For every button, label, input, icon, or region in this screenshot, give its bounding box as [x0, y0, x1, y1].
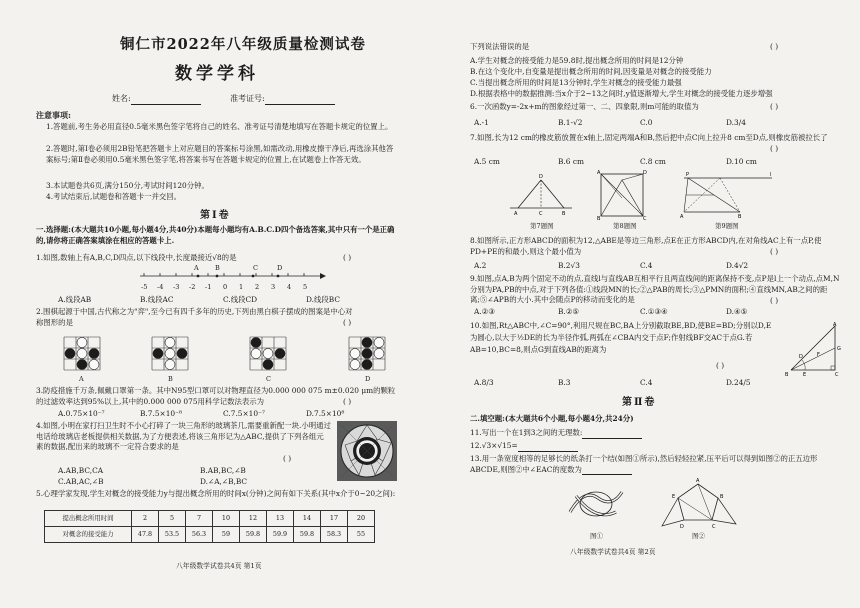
q3-option-c[interactable]: C.7.5×10⁻⁷ [223, 409, 265, 418]
figure-8-square [597, 170, 649, 220]
white-stone [165, 338, 175, 348]
q1-option-a[interactable]: A.线段AB [58, 295, 92, 304]
svg-text:A: A [696, 478, 700, 484]
table-cell: 59.9 [267, 527, 294, 543]
table-cell: 2 [132, 511, 159, 527]
q2-label-b[interactable]: B [168, 375, 173, 383]
tick-label-n2: -2 [189, 283, 196, 291]
svg-text:C: C [539, 211, 543, 217]
q12-text: 12.√3×√15= [470, 441, 518, 450]
q5-option-b[interactable]: B.在这个变化中,自变量是提出概念所用的时间,因变量是对概念的接受能力 [470, 67, 712, 76]
q5-bracket[interactable]: ( ) [770, 42, 779, 51]
svg-text:E: E [672, 494, 676, 500]
q13-stem [470, 454, 840, 475]
q4-option-b[interactable]: B.AB,BC,∠B [200, 466, 246, 475]
black-stone [362, 338, 372, 348]
notice-4: 4.考试结束后,试题卷和答题卡一并交回。 [46, 192, 182, 201]
black-stone [77, 360, 87, 370]
table-cell: 20 [348, 511, 375, 527]
svg-text:E: E [803, 372, 807, 378]
svg-text:B: B [738, 214, 742, 220]
tick-label-2: 2 [255, 283, 260, 291]
white-stone [165, 360, 175, 370]
go-pattern-a [60, 333, 104, 373]
row1-header: 提出概念所用时间 [45, 511, 132, 527]
go-pattern-b [148, 333, 192, 373]
white-stone [165, 349, 175, 359]
q5-data-table [44, 510, 375, 543]
white-stone [251, 349, 261, 359]
tick-label-0: 0 [223, 283, 228, 291]
q5-option-d[interactable]: D.根据表格中的数据推测:当x介于2~13之间时,y值逐渐增大,学生对概念的接受能力逐步增强 [470, 89, 773, 98]
q2-label-d[interactable]: D [365, 375, 371, 383]
table-cell: 53.5 [159, 527, 186, 543]
table-row [45, 511, 375, 527]
q9-option-c[interactable]: C.①③④ [640, 307, 668, 316]
q1-option-c[interactable]: C.线段CD [223, 295, 258, 304]
svg-text:D: D [680, 524, 684, 530]
table-cell: 12 [240, 511, 267, 527]
black-stone [89, 349, 99, 359]
q4-option-d[interactable]: D.∠A,∠B,BC [200, 477, 248, 486]
q10-stem: 10.如图,Rt△ABC中,∠C=90°,利用尺规在BC,BA上分别截取BE,BD,使BE=BD;分别以D,E为圆心,以大于½DE的长为半径作弧,两弧在∠CBA内交于点F;作射线BF交AC于点G.若AB=10,BC=8,则点G到直线AB的距离为 [470, 321, 772, 354]
figure-7-caption: 第7题图 [530, 222, 554, 230]
q7-stem: 7.如图,长为12 cm的橡皮筋放置在x轴上,固定两端A和B,然后把中点C向上拉升8 cm至D点,则橡皮筋被拉长了 [470, 133, 828, 142]
svg-text:C: C [835, 372, 839, 378]
black-stone [251, 338, 261, 348]
q9-option-b[interactable]: B.②⑤ [558, 307, 580, 316]
section-1-title: 第Ⅰ卷 [200, 210, 231, 221]
black-stone [362, 349, 372, 359]
q6-bracket[interactable]: ( ) [770, 102, 779, 111]
q3-option-b[interactable]: B.7.5×10⁻⁸ [140, 409, 182, 418]
q5-tail: 下列说法错误的是 [470, 42, 530, 51]
q4-stem: 4.如图,小明在家打扫卫生时不小心打碎了一块三角形的玻璃茶几,需要重新配一块.小明通过电话给玻璃店老板提供相关数据,为了方便表述,将该三角形记为△ABC,提供了下列各组元素的数据,配出来的玻璃不一定符合要求的是 [36, 421, 331, 452]
q2-label-c[interactable]: C [266, 375, 271, 383]
notice-2: 2.答题时,第Ⅰ卷必须用2B铅笔把答题卡上对应题目的答案标号涂黑,如需改动,用橡皮擦干净后,再选涂其他答案标号;第Ⅱ卷必须用0.5毫米黑色签字笔,将答案书写在答题卡规定的位置上,在试题卷上作答无效。 [46, 144, 394, 164]
figure-9-parallel-lines [680, 168, 776, 218]
black-stone [153, 349, 163, 359]
svg-text:C: C [643, 216, 647, 222]
white-stone [350, 360, 360, 370]
point-c-label: C [253, 264, 258, 272]
q7-option-c[interactable]: C.8 cm [640, 157, 666, 166]
q2-stem: 2.围棋起源于中国,古代称之为"弈",至今已有四千多年的历史,下列由黑白棋子摆成的图案是中心对称图形的是 [36, 307, 353, 327]
q8-option-a[interactable]: A.2 [474, 261, 487, 270]
white-stone [374, 338, 384, 348]
white-stone [374, 349, 384, 359]
number-line [140, 264, 330, 294]
notice-1: 1.答题前,考生务必用直径0.5毫米黑色签字笔将自己的姓名、准考证号清楚地填写在答题卡规定的位置上。 [46, 122, 393, 131]
q11-answer-blank[interactable] [582, 430, 642, 439]
figure-9-caption: 第9题图 [715, 222, 739, 230]
table-cell: 56.3 [186, 527, 213, 543]
table-cell: 47.8 [132, 527, 159, 543]
name-field [112, 93, 201, 105]
svg-text:C: C [712, 524, 716, 530]
tick-label-3: 3 [271, 283, 276, 291]
id-field [230, 93, 335, 105]
white-stone [263, 349, 273, 359]
q2-label-a[interactable]: A [79, 375, 84, 383]
svg-text:F: F [817, 352, 820, 358]
part-2-heading: 二.填空题:(本大题共6个小题,每小题4分,共24分) [470, 414, 634, 423]
page-1-footer: 八年级数学试卷共4页 第1页 [176, 562, 262, 570]
q7-option-d[interactable]: D.10 cm [726, 157, 757, 166]
q8-option-c[interactable]: C.4 [640, 261, 653, 270]
notice-title: 注意事项: [36, 110, 71, 120]
q3-option-d[interactable]: D.7.5×10⁸ [306, 409, 345, 418]
figure-13-1-caption: 图① [590, 532, 603, 540]
q2-bracket[interactable]: ( ) [343, 318, 352, 327]
broken-glass-table-figure [337, 421, 397, 481]
q5-option-c[interactable]: C.当提出概念所用的时间是13分钟时,学生对概念的接受能力最强 [470, 78, 682, 87]
q10-bracket[interactable]: ( ) [716, 361, 725, 370]
table-cell: 55 [348, 527, 375, 543]
page-2 [430, 0, 860, 608]
q9-option-d[interactable]: D.④⑤ [726, 307, 748, 316]
tick-label-5: 5 [303, 283, 308, 291]
q5-option-a[interactable]: A.学生对概念的接受能力是59.8时,提出概念所用的时间是12分钟 [470, 56, 684, 65]
svg-text:l: l [770, 172, 772, 178]
q13-answer-blank[interactable] [582, 466, 632, 475]
table-row [45, 527, 375, 543]
figure-13-1-knot [566, 482, 626, 528]
tick-label-4: 4 [287, 283, 292, 291]
q12-stem [470, 441, 578, 452]
q7-bracket[interactable]: ( ) [770, 144, 779, 153]
go-pattern-c [246, 333, 290, 373]
table-cell: 10 [213, 511, 240, 527]
notice-3: 3.本试题卷共6页,满分150分,考试时间120分钟。 [46, 181, 209, 190]
point-a-label: A [194, 264, 199, 272]
table-cell: 59.8 [294, 527, 321, 543]
figure-13-2-pentagon [656, 478, 740, 532]
table-cell: 59 [213, 527, 240, 543]
axis-point-b [216, 275, 219, 278]
table-cell: 14 [294, 511, 321, 527]
white-stone [350, 349, 360, 359]
exam-title: 铜仁市2022年八年级质量检测试卷 [120, 36, 366, 53]
page-2-footer: 八年级数学试卷共4页 第2页 [570, 548, 656, 556]
tick-label-1: 1 [239, 283, 244, 291]
q6-option-d[interactable]: D.3/4 [726, 118, 746, 127]
point-d-label: D [277, 264, 283, 272]
table-cell: 17 [321, 511, 348, 527]
tick-label-n5: -5 [141, 283, 148, 291]
q1-stem: 1.如图,数轴上有A,B,C,D四点,以下线段中,长度最接近√8的是 [36, 253, 237, 262]
black-stone [177, 349, 187, 359]
q3-bracket[interactable]: ( ) [343, 397, 352, 406]
q8-option-d[interactable]: D.4√2 [726, 261, 749, 270]
q3-option-a[interactable]: A.0.75×10⁻⁷ [58, 409, 105, 418]
q11-text: 11.写出一个在1到3之间的无理数: [470, 428, 583, 437]
svg-text:B: B [720, 494, 724, 500]
tick-label-n4: -4 [157, 283, 164, 291]
q10-option-d[interactable]: D.24/5 [726, 378, 751, 387]
table-cell: 7 [186, 511, 213, 527]
figure-10-right-triangle [785, 322, 845, 378]
q6-option-b[interactable]: B.1-√2 [558, 118, 583, 127]
black-stone [65, 349, 75, 359]
q6-option-a[interactable]: A.-1 [474, 118, 489, 127]
q9-stem: 9.如图,点A,B为两个固定不动的点,直线l与直线AB互相平行且两直线间的距离保持不变,点P是l上一个动点,点M,N分别为PA,PB的中点,对于下列各值:①线段MN的长;②△PAB的周长;③△PMN的面积;④直线MN,AB之间的距离;⑤∠APB的大小.其中会随点P的移动而变化的是 [470, 274, 840, 305]
figure-7-rubber-band [508, 172, 574, 216]
q11-stem [470, 428, 642, 439]
tick-label-n3: -3 [173, 283, 180, 291]
svg-text:D: D [539, 174, 543, 180]
row2-header: 对概念的接受能力 [45, 527, 132, 543]
q4-bracket[interactable]: ( ) [283, 454, 292, 463]
svg-text:B: B [597, 216, 601, 222]
figure-13-2-caption: 图② [692, 532, 705, 540]
table-cell: 5 [159, 511, 186, 527]
svg-text:B: B [562, 211, 566, 217]
q5-stem: 5.心理学家发现,学生对概念的接受能力y与提出概念所用的时间x(分钟)之间有如下关系(其中x介于0~20之间): [36, 489, 396, 498]
table-cell: 13 [267, 511, 294, 527]
svg-text:D: D [799, 354, 803, 360]
white-stone [77, 349, 87, 359]
q13-text: 13.用一条宽度相等的足够长的纸条打一个结(如图①所示),然后轻轻拉紧,压平后可以得到如图②的正五边形ABCDE,则图②中∠EAC的度数为 [470, 454, 818, 474]
svg-text:A: A [597, 170, 601, 176]
id-blank[interactable] [265, 96, 335, 105]
section-2-title: 第Ⅱ卷 [622, 397, 657, 408]
figure-8-caption: 第8题图 [613, 222, 637, 230]
tick-label-n1: -1 [205, 283, 212, 291]
black-stone [263, 360, 273, 370]
svg-text:A: A [833, 322, 837, 328]
q10-option-a[interactable]: A.8/3 [474, 378, 494, 387]
q7-option-b[interactable]: B.6 cm [558, 157, 584, 166]
go-pattern-d [345, 333, 389, 373]
q3-stem: 3.防疫措施千万条,佩戴口罩第一条。其中N95型口罩可以对物理直径为0.000 000 075 m±0.020 μm的颗粒的过滤效率达到95%以上,其中的0.000 000 075用科学记数法表示为 [36, 386, 396, 406]
svg-text:A: A [514, 211, 518, 217]
svg-text:P: P [686, 172, 690, 178]
q9-bracket[interactable]: ( ) [770, 296, 779, 305]
svg-text:D: D [643, 170, 647, 176]
axis-point-a [197, 275, 200, 278]
axis-point-c [252, 275, 255, 278]
svg-text:A: A [680, 214, 684, 220]
q6-option-c[interactable]: C.0 [640, 118, 653, 127]
q4-option-a[interactable]: A.AB,BC,CA [58, 466, 104, 475]
q8-option-b[interactable]: B.2√3 [558, 261, 580, 270]
black-stone [275, 349, 285, 359]
id-label: 准考证号: [230, 94, 265, 103]
q4-option-c[interactable]: C.AB,AC,∠B [58, 477, 104, 486]
q12-answer-blank[interactable] [518, 443, 578, 452]
q1-bracket[interactable]: ( ) [343, 253, 352, 262]
name-label: 姓名: [112, 94, 131, 103]
q6-stem: 6.一次函数y=-2x+m的图象经过第一、二、四象限,则m可能的取值为 [470, 102, 699, 111]
q10-option-b[interactable]: B.3 [558, 378, 571, 387]
svg-text:G: G [837, 346, 841, 352]
svg-text:B: B [785, 372, 789, 378]
point-b-label: B [215, 264, 220, 272]
q1-option-d[interactable]: D.线段BC [306, 295, 341, 304]
table-cell: 58.3 [321, 527, 348, 543]
subject-title: 数学学科 [175, 64, 259, 84]
white-stone [89, 360, 99, 370]
q8-stem: 8.如图所示,正方形ABCD的面积为12,△ABE是等边三角形,点E在正方形ABCD内,在对角线AC上有一点P,使PD+PE的和最小,则这个最小值为 [470, 236, 822, 256]
q8-bracket[interactable]: ( ) [770, 247, 779, 256]
q10-option-c[interactable]: C.4 [640, 378, 653, 387]
name-blank[interactable] [131, 96, 201, 105]
q7-option-a[interactable]: A.5 cm [474, 157, 500, 166]
q9-option-a[interactable]: A.②③ [474, 307, 495, 316]
q1-option-b[interactable]: B.线段AC [140, 295, 174, 304]
axis-point-d [277, 275, 280, 278]
white-stone [77, 338, 87, 348]
table-cell: 59.8 [240, 527, 267, 543]
part-1-heading: 一.选择题:(本大题共10小题,每小题4分,共40分)本题每小题均有A.B.C.D四个备选答案,其中只有一个是正确的,请你将正确答案填涂在相应的答题卡上. [36, 225, 395, 245]
black-stone [362, 360, 372, 370]
